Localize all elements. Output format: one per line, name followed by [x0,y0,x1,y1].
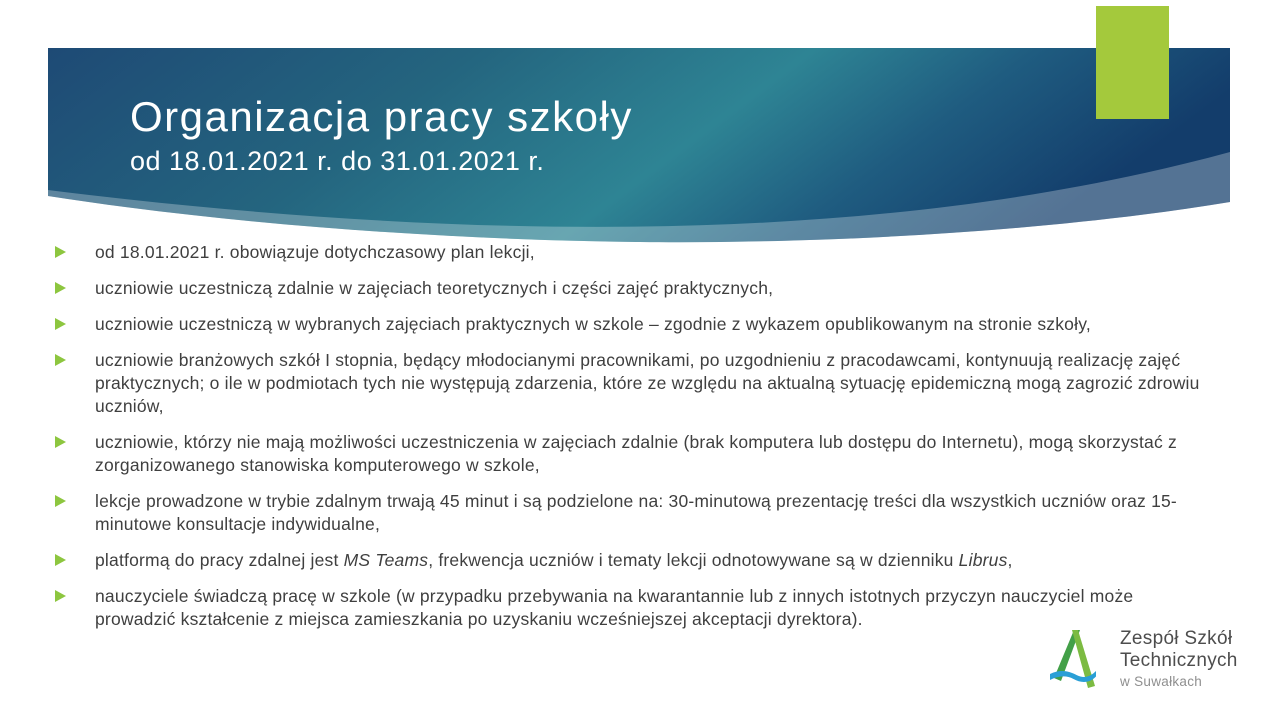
slide-title: Organizacja pracy szkoły [130,93,633,140]
bullet-triangle-icon [55,354,66,366]
bullet-text-part: , [1007,550,1013,570]
bullet-text: lekcje prowadzone w trybie zdalnym trwają 45 minut i są podzielone na: 30-minutową prezentację treści dla wszystkich uczniów oraz 15-minutowe konsultacje indywidualne, [95,491,1177,534]
logo-name-line2: Technicznych [1120,650,1238,671]
bullet-text: od 18.01.2021 r. obowiązuje dotychczasowy plan lekcji, [95,242,535,262]
list-item [55,241,1220,264]
accent-green-rectangle [1096,6,1169,119]
bullet-text-italic: MS Teams [343,550,429,570]
list-item [55,349,1220,418]
list-item [55,585,1220,631]
bullet-text: nauczyciele świadczą pracę w szkole (w przypadku przebywania na kwarantannie lub z innych istotnych przyczyn nauczyciel może prowadzić kształcenie z miejsca zamieszkania po uzyskaniu wcześniejszej akceptacji dyrektora). [95,586,1134,629]
bullet-text: uczniowie, którzy nie mają możliwości uczestniczenia w zajęciach zdalnie (brak komputera lub dostępu do Internetu), mogą skorzystać z zorganizowanego stanowiska komputerowego w szkole, [95,432,1177,475]
bullet-text-part: , frekwencja uczniów i tematy lekcji odnotowywane są w dzienniku [428,550,959,570]
bullet-list [55,241,1220,644]
bullet-text [95,549,1013,572]
school-logo-text [1120,625,1238,692]
bullet-triangle-icon [55,436,66,448]
bullet-text: uczniowie branżowych szkół I stopnia, będący młodocianymi pracownikami, po uzgodnieniu z pracodawcami, kontynuują realizację zajęć praktycznych; o ile w podmiotach tych nie występują zdarzenia, które ze względu na aktualną sytuację epidemiczną mogą zagrozić zdrowiu uczniów, [95,350,1200,416]
bullet-text-part: platformą do pracy zdalnej jest [95,550,344,570]
bullet-triangle-icon [55,554,66,566]
school-logo-icon [1048,625,1098,690]
bullet-text: uczniowie uczestniczą w wybranych zajęciach praktycznych w szkole – zgodnie z wykazem opublikowanym na stronie szkoły, [95,314,1091,334]
logo-name-line1: Zespół Szkół [1120,628,1233,649]
school-logo [1048,625,1238,692]
bullet-text-italic: Librus [958,550,1008,570]
bullet-text: uczniowie uczestniczą zdalnie w zajęciach teoretycznych i części zajęć praktycznych, [95,278,774,298]
logo-name-line3: w Suwałkach [1120,674,1203,689]
bullet-triangle-icon [55,495,66,507]
bullet-triangle-icon [55,246,66,258]
list-item [55,549,1220,572]
list-item [55,490,1220,536]
bullet-triangle-icon [55,318,66,330]
header-text-block [130,94,633,177]
slide-subtitle: od 18.01.2021 r. do 31.01.2021 r. [130,146,545,177]
list-item [55,431,1220,477]
bullet-triangle-icon [55,590,66,602]
list-item [55,313,1220,336]
list-item [55,277,1220,300]
bullet-triangle-icon [55,282,66,294]
